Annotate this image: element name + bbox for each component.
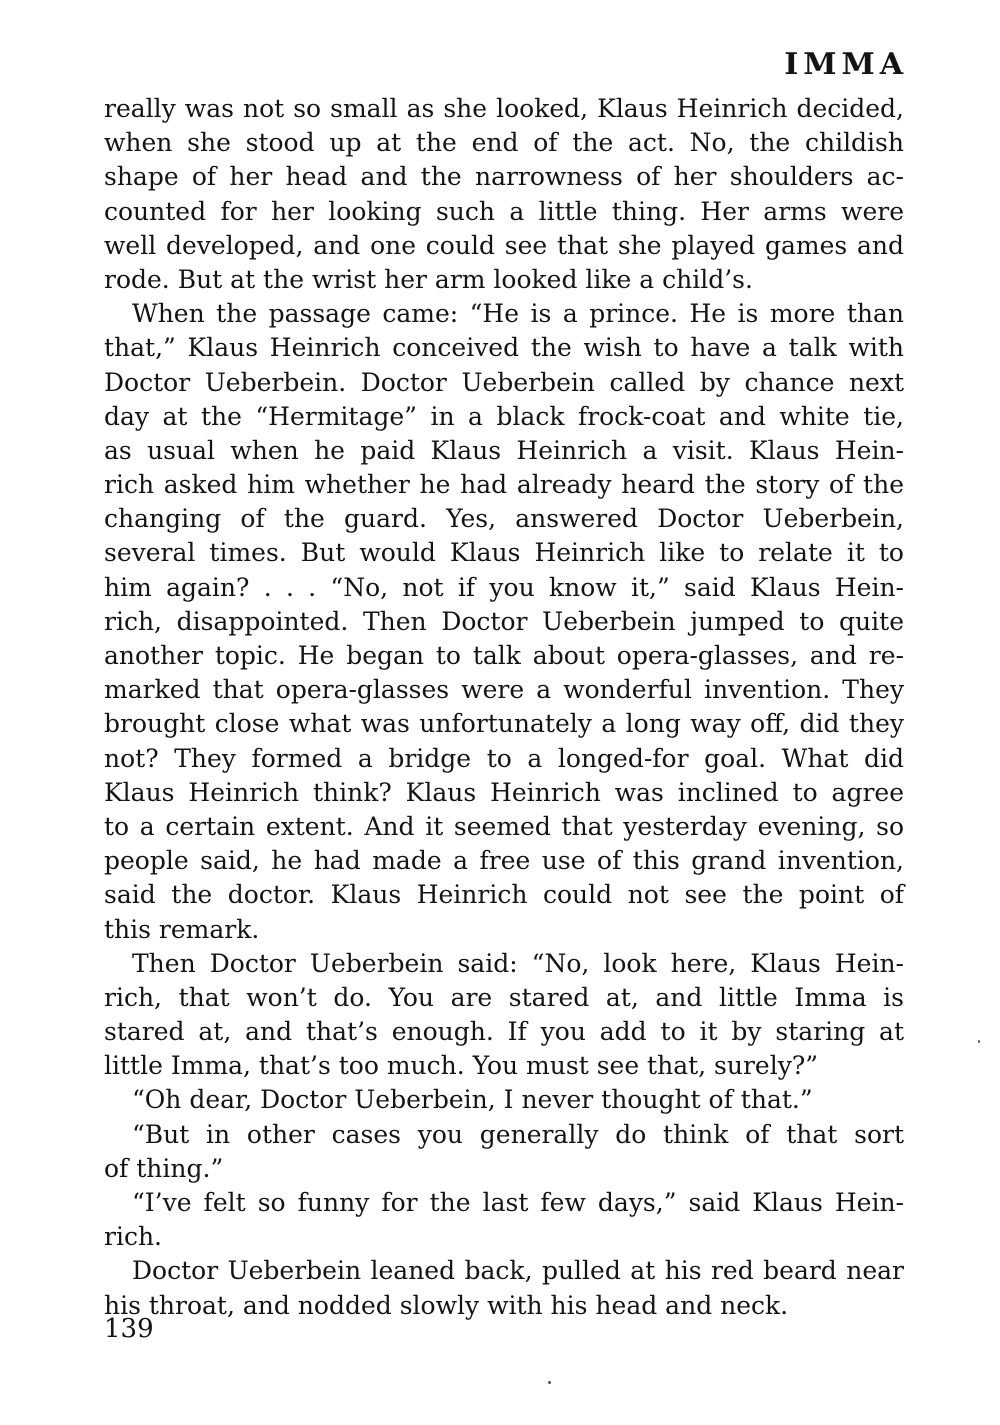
- text-line: another topic. He began to talk about opera-glasses, and re-: [104, 641, 904, 670]
- paragraph: [104, 1083, 904, 1117]
- scan-speck: [548, 1381, 551, 1384]
- paragraph: [104, 297, 904, 947]
- text-line: his throat, and nodded slowly with his head and neck.: [104, 1290, 789, 1320]
- paragraph: [104, 1118, 904, 1186]
- text-line: when she stood up at the end of the act. No, the childish: [104, 128, 904, 158]
- text-line: not? They formed a bridge to a longed-for goal. What did: [104, 743, 904, 773]
- paragraph: [104, 1254, 904, 1322]
- text-line: shape of her head and the narrowness of her shoulders ac-: [104, 162, 904, 192]
- paragraph: [104, 92, 904, 297]
- page-number: 139: [104, 1314, 154, 1344]
- text-line: “I’ve felt so funny for the last few days,” said Klaus Hein-: [132, 1188, 904, 1217]
- text-line: rich asked him whether he had already heard the story of the: [104, 470, 904, 500]
- text-line: that,” Klaus Heinrich conceived the wish to have a talk with: [104, 333, 904, 363]
- text-line: as usual when he paid Klaus Heinrich a visit. Klaus Hein-: [104, 435, 904, 465]
- running-head: IMMA: [784, 47, 908, 82]
- text-line: brought close what was unfortunately a long way off, did they: [104, 709, 904, 739]
- text-line: Klaus Heinrich think? Klaus Heinrich was inclined to agree: [104, 777, 904, 807]
- text-line: marked that opera-glasses were a wonderful invention. They: [104, 675, 904, 705]
- text-line: Doctor Ueberbein. Doctor Ueberbein called by chance next: [104, 367, 904, 397]
- paragraph: [104, 947, 904, 1084]
- text-line: people said, he had made a free use of this grand invention,: [104, 846, 904, 876]
- text-line: rode. But at the wrist her arm looked like a child’s.: [104, 264, 753, 294]
- text-line: said the doctor. Klaus Heinrich could not see the point of: [104, 880, 904, 910]
- text-line: rich, disappointed. Then Doctor Ueberbein jumped to quite: [104, 606, 904, 636]
- text-line: changing of the guard. Yes, answered Doctor Ueberbein,: [104, 504, 904, 534]
- text-line: counted for her looking such a little thing. Her arms were: [104, 196, 904, 226]
- text-line: this remark.: [104, 914, 260, 944]
- text-line: little Imma, that’s too much. You must see that, surely?”: [104, 1051, 819, 1081]
- text-line: day at the “Hermitage” in a black frock-coat and white tie,: [104, 401, 904, 431]
- text-line: When the passage came: “He is a prince. He is more than: [132, 299, 904, 329]
- text-line: rich.: [104, 1222, 162, 1252]
- scan-speck: [978, 1040, 980, 1043]
- paragraph: [104, 1186, 904, 1254]
- text-line: Then Doctor Ueberbein said: “No, look here, Klaus Hein-: [132, 948, 904, 978]
- text-line: Doctor Ueberbein leaned back, pulled at his red beard near: [132, 1256, 904, 1286]
- body-text: [104, 92, 904, 1323]
- text-line: really was not so small as she looked, Klaus Heinrich decided,: [104, 94, 904, 123]
- text-line: well developed, and one could see that she played games and: [104, 230, 904, 260]
- text-line: stared at, and that’s enough. If you add to it by staring at: [104, 1017, 904, 1047]
- text-line: “Oh dear, Doctor Ueberbein, I never thought of that.”: [132, 1085, 813, 1115]
- text-line: several times. But would Klaus Heinrich like to relate it to: [104, 538, 904, 568]
- text-line: to a certain extent. And it seemed that yesterday evening, so: [104, 811, 904, 841]
- text-line: rich, that won’t do. You are stared at, and little Imma is: [104, 982, 904, 1012]
- text-line: him again? . . . “No, not if you know it,” said Klaus Hein-: [104, 572, 904, 602]
- text-line: of thing.”: [104, 1153, 224, 1183]
- text-line: “But in other cases you generally do think of that sort: [132, 1119, 904, 1149]
